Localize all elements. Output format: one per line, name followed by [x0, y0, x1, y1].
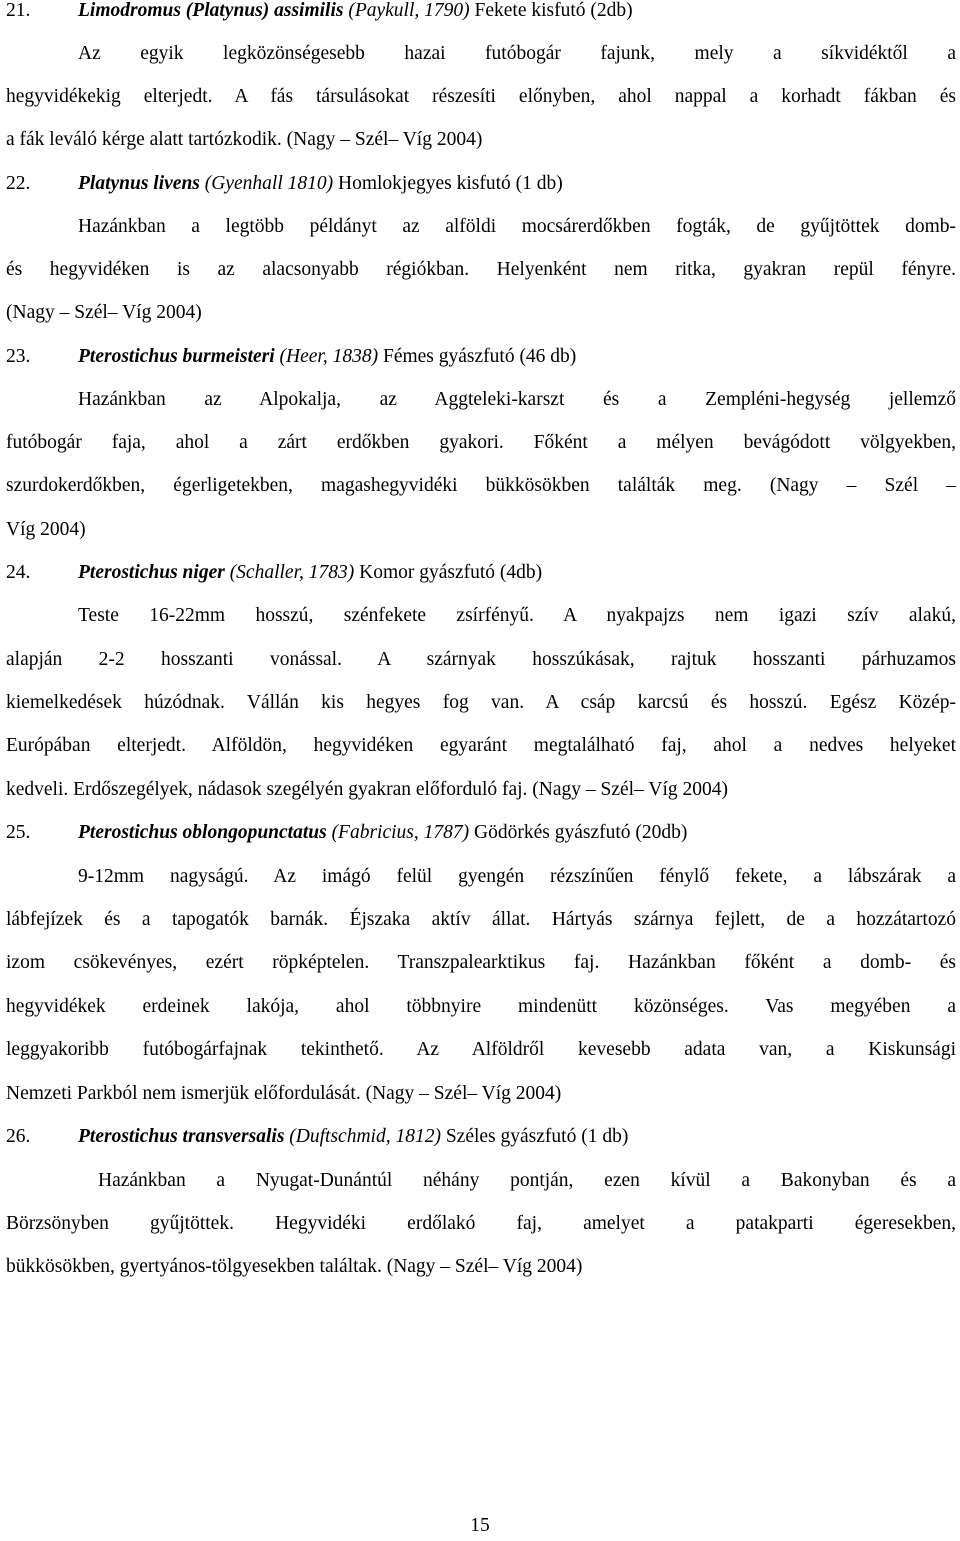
entry-heading — [6, 342, 956, 372]
paragraph-line: Teste 16-22mm hosszú, szénfekete zsírfényű. A nyakpajzs nem igazi szív alakú, — [78, 605, 956, 626]
paragraph-line: (Nagy – Szél– Víg 2004) — [6, 302, 202, 323]
paragraph-line: lábfejízek és a tapogatók barnák. Éjszaka aktív állat. Hártyás szárnya fejlett, de a hozzátartozó — [6, 909, 956, 930]
species-author: (Fabricius, 1787) — [331, 822, 470, 843]
paragraph-line: izom csökevényes, ezért röpképtelen. Transzpalearktikus faj. Hazánkban főként a domb- és — [6, 952, 956, 973]
paragraph-line: Az egyik legközönségesebb hazai futóbogár fajunk, mely a síkvidéktől a — [78, 43, 956, 64]
entry-number: 26. — [6, 1126, 31, 1147]
paragraph-line: és hegyvidéken is az alacsonyabb régiókban. Helyenként nem ritka, gyakran repül fényre. — [6, 259, 956, 280]
page-number: 15 — [470, 1515, 490, 1536]
common-name: Széles gyászfutó (1 db) — [445, 1126, 629, 1147]
common-name: Homlokjegyes kisfutó (1 db) — [337, 173, 563, 194]
species-name: Pterostichus oblongopunctatus — [78, 822, 327, 843]
entry-number: 25. — [6, 822, 31, 843]
paragraph-line: futóbogár faja, ahol a zárt erdőkben gyakori. Főként a mélyen bevágódott völgyekben, — [6, 432, 956, 453]
species-author: (Schaller, 1783) — [229, 562, 355, 583]
common-name: Fekete kisfutó (2db) — [474, 0, 633, 21]
entry-number: 21. — [6, 0, 31, 21]
paragraph-line: Hazánkban az Alpokalja, az Aggteleki-karszt és a Zempléni-hegység jellemző — [78, 389, 956, 410]
paragraph-line: Börzsönyben gyűjtöttek. Hegyvidéki erdőlakó faj, amelyet a patakparti égeresekben, — [6, 1213, 956, 1234]
entry-number: 22. — [6, 173, 31, 194]
paragraph-line: hegyvidékekig elterjedt. A fás társulásokat részesíti előnyben, ahol nappal a korhadt fákban és — [6, 86, 956, 107]
species-author: (Heer, 1838) — [279, 346, 379, 367]
paragraph-line: szurdokerdőkben, égerligetekben, magashegyvidéki bükkösökben találták meg. (Nagy – Szél – — [6, 475, 956, 496]
entry-heading — [6, 1122, 956, 1152]
species-name: Pterostichus burmeisteri — [78, 346, 275, 367]
species-author: (Paykull, 1790) — [348, 0, 470, 21]
entry-heading — [6, 818, 956, 848]
common-name: Fémes gyászfutó (46 db) — [382, 346, 577, 367]
paragraph-line: leggyakoribb futóbogárfajnak tekinthető. Az Alföldről kevesebb adata van, a Kiskunsági — [6, 1039, 956, 1060]
paragraph-line: hegyvidékek erdeinek lakója, ahol többnyire mindenütt közönséges. Vas megyében a — [6, 996, 956, 1017]
entry-heading — [6, 169, 956, 199]
species-name: Limodromus (Platynus) assimilis — [78, 0, 344, 21]
entry-number: 24. — [6, 562, 31, 583]
entry-heading — [6, 558, 956, 588]
species-author: (Gyenhall 1810) — [204, 173, 334, 194]
paragraph-line: Európában elterjedt. Alföldön, hegyvidéken egyaránt megtalálható faj, ahol a nedves helyeket — [6, 735, 956, 756]
paragraph-line: a fák leváló kérge alatt tartózkodik. (Nagy – Szél– Víg 2004) — [6, 129, 483, 150]
entry-number: 23. — [6, 346, 31, 367]
paragraph-line: Hazánkban a legtöbb példányt az alföldi mocsárerdőkben fogták, de gyűjtöttek domb- — [78, 216, 956, 237]
entry-heading — [6, 0, 956, 26]
species-name: Pterostichus transversalis — [78, 1126, 285, 1147]
paragraph-line: Nemzeti Parkból nem ismerjük előfordulását. (Nagy – Szél– Víg 2004) — [6, 1083, 562, 1104]
species-name: Platynus livens — [78, 173, 200, 194]
paragraph-line: alapján 2-2 hosszanti vonással. A szárnyak hosszúkásak, rajtuk hosszanti párhuzamos — [6, 649, 956, 670]
common-name: Komor gyászfutó (4db) — [359, 562, 543, 583]
paragraph-line: kiemelkedések húzódnak. Vállán kis hegyes fog van. A csáp karcsú és hosszú. Egész Közép- — [6, 692, 956, 713]
common-name: Gödörkés gyászfutó (20db) — [474, 822, 688, 843]
species-name: Pterostichus niger — [78, 562, 225, 583]
species-author: (Duftschmid, 1812) — [289, 1126, 441, 1147]
paragraph-line: Víg 2004) — [6, 519, 86, 540]
paragraph-line: kedveli. Erdőszegélyek, nádasok szegélyén gyakran előforduló faj. (Nagy – Szél– Víg 2004) — [6, 779, 728, 800]
paragraph-line: Hazánkban a Nyugat-Dunántúl néhány pontján, ezen kívül a Bakonyban és a — [98, 1170, 956, 1191]
paragraph-line: bükkösökben, gyertyános-tölgyesekben találtak. (Nagy – Szél– Víg 2004) — [6, 1256, 583, 1277]
paragraph-line: 9-12mm nagyságú. Az imágó felül gyengén rézszínűen fénylő fekete, a lábszárak a — [78, 866, 956, 887]
